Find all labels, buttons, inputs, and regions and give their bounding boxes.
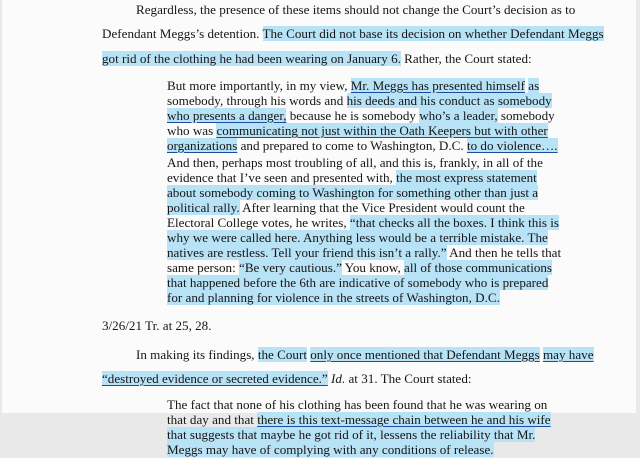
highlighted-text: his deeds and his conduct as somebody bbox=[346, 93, 552, 108]
quote-2-line-1 bbox=[167, 155, 543, 171]
text-run: After learning that the Vice President would count the bbox=[242, 200, 525, 215]
text-run: Electoral College votes, he writes, bbox=[167, 215, 347, 230]
highlighted-text: about somebody coming to Washington for something other than just a bbox=[167, 185, 539, 200]
text-run: And then he tells that bbox=[449, 245, 562, 260]
highlighted-text: only once mentioned that Defendant Meggs bbox=[310, 347, 540, 362]
highlighted-text: there is this text-message chain between he and his wife bbox=[257, 412, 551, 427]
quote-3-line-4 bbox=[167, 442, 494, 458]
highlighted-text: the most express statement bbox=[396, 170, 537, 185]
highlighted-text: communicating not just within the Oath Keepers but with other bbox=[216, 123, 548, 138]
highlighted-text: “Be very cautious.” bbox=[239, 260, 342, 275]
paragraph-1-line-3 bbox=[102, 51, 532, 67]
text-run: Defendant Meggs’s detention. bbox=[102, 26, 260, 41]
text-run: that day and that bbox=[167, 412, 254, 427]
highlighted-text: why we were called here. Anything less would be a terrible mistake. The bbox=[167, 230, 548, 245]
text-run: Regardless, the presence of these items should not change the Court’s decision as to bbox=[136, 2, 576, 17]
highlighted-text: who’s a leader, bbox=[419, 108, 498, 123]
text-run: evidence that I’ve seen and presented with, bbox=[167, 170, 393, 185]
quote-2-line-4 bbox=[167, 200, 525, 216]
highlighted-text: that suggests that maybe he got rid of it, lessens the reliability that Mr. bbox=[167, 427, 536, 442]
highlighted-text: who presents a danger, bbox=[167, 108, 287, 123]
quote-2-line-9 bbox=[167, 275, 549, 291]
quote-2-line-10 bbox=[167, 290, 500, 306]
paragraph-2-line-1 bbox=[136, 347, 594, 363]
text-run: same person: bbox=[167, 260, 236, 275]
quote-1-line-1 bbox=[167, 78, 540, 94]
quote-3-line-2 bbox=[167, 412, 551, 428]
text-run: And then, perhaps most troubling of all, and this is, frankly, in all of the bbox=[167, 155, 543, 170]
highlighted-text: as bbox=[528, 78, 540, 93]
text-run: somebody, through his words and bbox=[167, 93, 344, 108]
highlighted-text: “that checks all the boxes. I think this is bbox=[349, 215, 559, 230]
highlighted-text: all of those communications bbox=[404, 260, 553, 275]
highlighted-text: “destroyed evidence or secreted evidence.” bbox=[102, 371, 328, 386]
text-run: somebody bbox=[500, 108, 555, 123]
highlighted-text: may have bbox=[542, 347, 594, 362]
quote-1-line-5 bbox=[167, 138, 558, 154]
highlighted-text: The Court did not base its decision on whether Defendant Meggs bbox=[262, 26, 604, 41]
paragraph-2-line-2 bbox=[102, 371, 472, 387]
quote-2-line-7 bbox=[167, 245, 562, 261]
case-citation: Id. bbox=[331, 371, 346, 386]
text-run: In making its findings, bbox=[136, 347, 255, 362]
text-run: Rather, the Court stated: bbox=[404, 51, 532, 66]
paragraph-1-line-1 bbox=[136, 2, 576, 18]
quote-2-line-5 bbox=[167, 215, 559, 231]
text-run: who was bbox=[167, 123, 214, 138]
highlighted-text: got rid of the clothing he had been wearing on January 6. bbox=[102, 51, 401, 66]
quote-2-line-3 bbox=[167, 185, 539, 201]
highlighted-text: the Court bbox=[257, 347, 307, 362]
highlighted-text: for and planning for violence in the streets of Washington, D.C. bbox=[167, 290, 500, 305]
highlighted-text: Meggs may have of complying with any conditions of release. bbox=[167, 442, 494, 457]
text-run: and prepared to come to Washington, D.C. bbox=[240, 138, 464, 153]
text-run: You know, bbox=[344, 260, 401, 275]
paragraph-1-line-2 bbox=[102, 26, 604, 42]
highlighted-text: political rally. bbox=[167, 200, 240, 215]
transcript-citation: 3/26/21 Tr. at 25, 28. bbox=[102, 318, 212, 333]
quote-1-line-2 bbox=[167, 93, 552, 109]
document-page bbox=[2, 0, 636, 457]
quote-1-line-3 bbox=[167, 108, 555, 124]
highlighted-text: organizations bbox=[167, 138, 238, 153]
text-run: at 31. The Court stated: bbox=[348, 371, 472, 386]
quote-1-line-4 bbox=[167, 123, 548, 139]
highlighted-text: natives are restless. Tell your friend this isn’t a rally.” bbox=[167, 245, 447, 260]
quote-3-line-1 bbox=[167, 397, 548, 413]
quote-3-line-3 bbox=[167, 427, 536, 443]
quote-2-line-2 bbox=[167, 170, 537, 186]
text-run: But more importantly, in my view, bbox=[167, 78, 348, 93]
text-run: The fact that none of his clothing has been found that he was wearing on bbox=[167, 397, 548, 412]
text-run: because he is somebody bbox=[289, 108, 416, 123]
quote-2-line-8 bbox=[167, 260, 553, 276]
quote-2-line-6 bbox=[167, 230, 548, 246]
highlighted-text: to do violence…. bbox=[466, 138, 558, 153]
highlighted-text: that happened before the 6th are indicative of somebody who is prepared bbox=[167, 275, 549, 290]
highlighted-text: Mr. Meggs has presented himself bbox=[350, 78, 525, 93]
